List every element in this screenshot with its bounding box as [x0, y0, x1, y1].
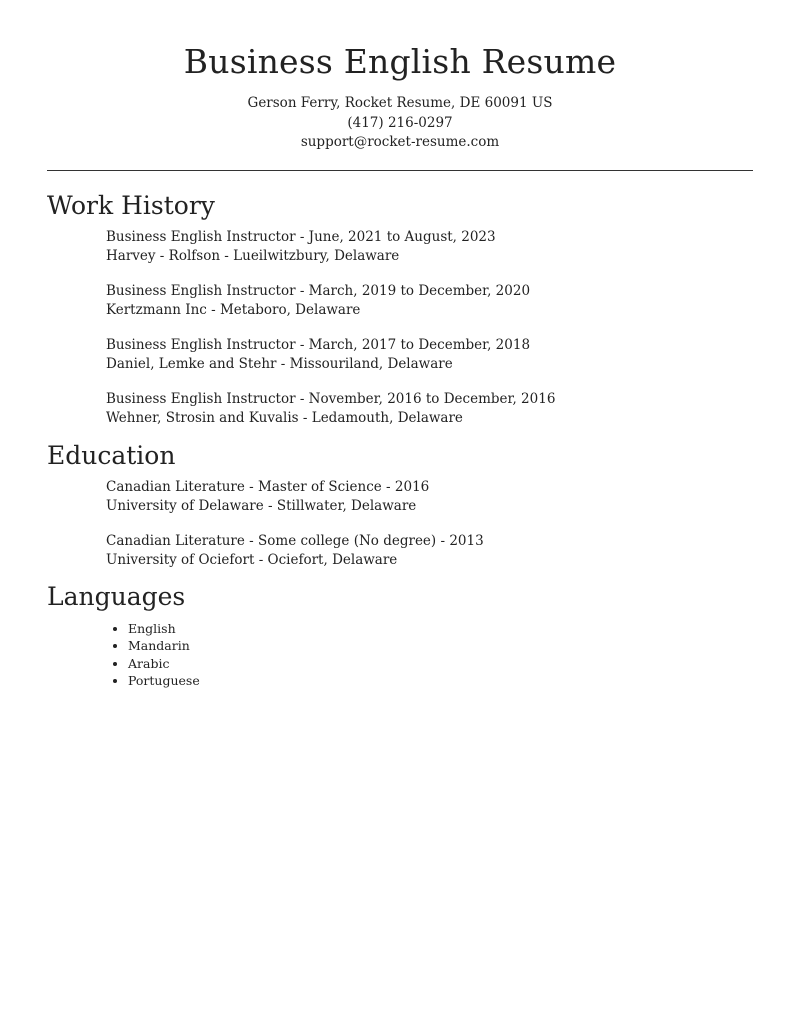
resume-header — [47, 0, 753, 153]
education-entry-degree: Canadian Literature - Some college (No degree) - 2013 — [106, 532, 484, 549]
language-item: • Arabic — [128, 655, 753, 673]
work-history-heading: Work History — [47, 190, 215, 220]
work-history-list — [106, 228, 753, 428]
contact-email[interactable]: support@rocket-resume.com — [300, 134, 500, 150]
header-divider — [47, 170, 753, 171]
work-entry-employer: Harvey - Rolfson - Lueilwitzbury, Delaware — [106, 247, 400, 264]
language-item: • Portuguese — [128, 672, 753, 690]
work-entry — [106, 282, 753, 320]
work-entry-employer: Daniel, Lemke and Stehr - Missouriland, Delaware — [106, 355, 453, 372]
work-history-section — [47, 190, 753, 428]
education-entry-school: University of Delaware - Stillwater, Delaware — [106, 497, 417, 514]
work-entry-employer: Wehner, Strosin and Kuvalis - Ledamouth, Delaware — [106, 409, 463, 426]
contact-address: Gerson Ferry, Rocket Resume, DE 60091 US — [247, 95, 553, 111]
contact-info — [47, 94, 753, 153]
education-entry — [106, 532, 753, 570]
education-entry-degree: Canadian Literature - Master of Science - 2016 — [106, 478, 430, 495]
work-entry — [106, 228, 753, 266]
work-entry-employer: Kertzmann Inc - Metaboro, Delaware — [106, 301, 361, 318]
languages-heading: Languages — [47, 581, 186, 611]
work-entry-role: Business English Instructor - November, 2016 to December, 2016 — [106, 390, 556, 407]
education-section — [47, 440, 753, 570]
languages-section — [47, 581, 753, 690]
education-entry-school: University of Ociefort - Ociefort, Delaware — [106, 551, 398, 568]
languages-list — [106, 620, 753, 690]
work-entry — [106, 390, 753, 428]
language-item: • English — [128, 620, 753, 638]
work-entry-role: Business English Instructor - March, 2019 to December, 2020 — [106, 282, 531, 299]
work-entry-role: Business English Instructor - March, 2017 to December, 2018 — [106, 336, 531, 353]
education-heading: Education — [47, 440, 176, 470]
language-item: • Mandarin — [128, 637, 753, 655]
education-list — [106, 478, 753, 570]
work-entry-role: Business English Instructor - June, 2021 to August, 2023 — [106, 228, 496, 245]
resume-title: Business English Resume — [183, 42, 617, 81]
education-entry — [106, 478, 753, 516]
work-entry — [106, 336, 753, 374]
contact-phone: (417) 216-0297 — [347, 114, 453, 131]
